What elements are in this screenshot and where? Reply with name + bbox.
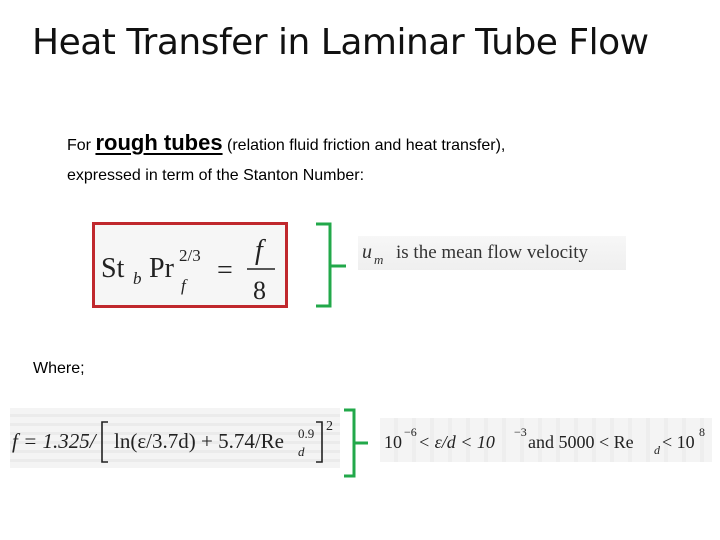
range-eps-low: 10 [384,432,402,452]
velocity-subscript: m [374,252,384,267]
velocity-symbol: u [362,241,372,263]
where-label: Where; [33,360,85,377]
prandtl-subscript: f [181,276,186,295]
prandtl-symbol: Pr [149,253,174,284]
slide-title: Heat Transfer in Laminar Tube Flow [32,22,649,63]
range-eps-low-exp: −6 [404,425,417,439]
intro-emphasis: rough tubes [95,130,223,155]
stanton-subscript: b [133,269,142,288]
validity-range [382,420,712,462]
range-re-low: and 5000 < Re [528,432,634,452]
friction-re-exponent: 0.9 [298,426,315,441]
friction-log-term: ln(ε/3.7d) + 5.74/Re [114,429,284,453]
stanton-symbol: St [101,253,125,284]
stanton-formula-box [92,222,288,308]
range-eps-mid: < ε/d < 10 [418,432,495,452]
stanton-formula [95,225,285,305]
friction-factor-numerator: f [255,235,263,266]
bracket-1 [312,220,352,312]
range-re-high: < 10 [662,432,695,452]
velocity-description: is the mean flow velocity [396,242,589,263]
range-re-subscript: d [654,443,660,457]
range-eps-high-exp: −3 [514,425,527,439]
intro-suffix: (relation fluid friction and heat transfer), [227,137,506,154]
velocity-note [358,236,626,270]
prandtl-exponent: 2/3 [179,246,201,265]
friction-factor-denominator: 8 [253,276,266,305]
friction-formula [10,412,342,468]
intro-line-2: expressed in term of the Stanton Number: [67,167,365,184]
range-re-high-exp: 8 [699,425,705,439]
bracket-2 [340,406,374,480]
friction-re-subscript: d [298,444,305,459]
friction-lhs: f = 1.325/ [12,429,96,453]
intro-line-1 [67,128,505,161]
intro-prefix: For [67,137,91,154]
friction-outer-exponent: 2 [326,419,333,434]
equals-sign: = [217,255,233,286]
intro-text [67,128,505,191]
